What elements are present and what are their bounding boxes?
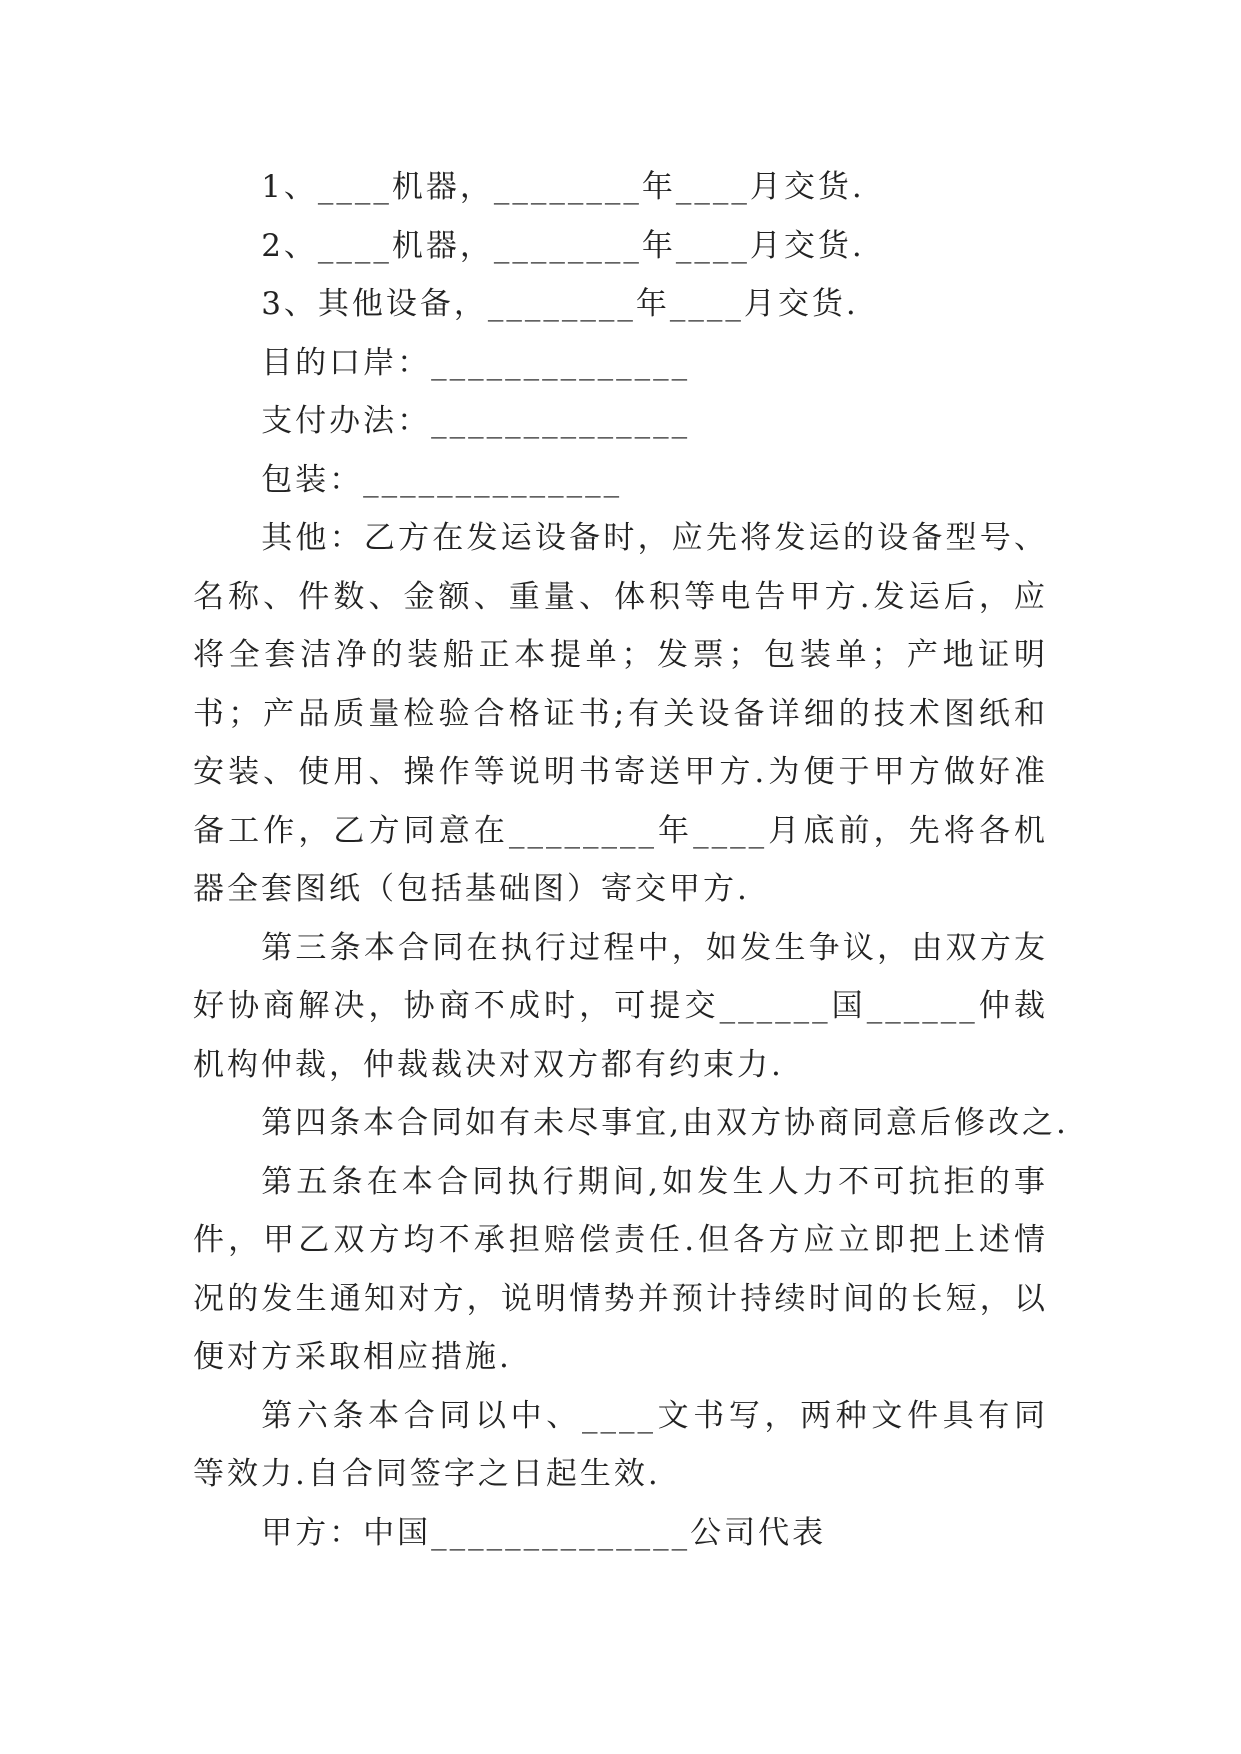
packaging: 包装：______________: [261, 461, 623, 498]
delivery-item-3: 3、其他设备，________年____月交货.: [261, 286, 859, 322]
article-3: 第三条本合同在执行过程中，如发生争议，由双方友好协商解决，协商不成时，可提交______国______仲裁机构仲裁，仲裁裁决对双方都有约束力.: [193, 929, 1048, 1083]
other-terms: 其他：乙方在发运设备时，应先将发运的设备型号、名称、件数、金额、重量、体积等电告甲方.发运后，应将全套洁净的装船正本提单；发票；包装单；产地证明书；产品质量检验合格证书;有关设备详细的技术图纸和安装、使用、操作等说明书寄送甲方.为便于甲方做好准备工作，乙方同意在________年____月底前，先将各机器全套图纸（包括基础图）寄交甲方.: [193, 520, 1048, 907]
party-a-signature: 甲方：中国______________公司代表: [261, 1514, 827, 1551]
delivery-item-1: 1、____机器，________年____月交货.: [261, 169, 865, 205]
destination-port: 目的口岸：______________: [261, 344, 691, 381]
article-6: 第六条本合同以中、____文书写，两种文件具有同等效力.自合同签字之日起生效.: [193, 1397, 1048, 1492]
article-5: 第五条在本合同执行期间,如发生人力不可抗拒的事件，甲乙双方均不承担赔偿责任.但各方应立即把上述情况的发生通知对方，说明情势并预计持续时间的长短，以便对方采取相应措施.: [193, 1163, 1048, 1375]
delivery-item-2: 2、____机器，________年____月交货.: [261, 227, 865, 264]
article-4: 第四条本合同如有未尽事宜,由双方协商同意后修改之.: [261, 1105, 1069, 1141]
payment-method: 支付办法：______________: [261, 403, 691, 439]
contract-body: [193, 158, 1069, 1562]
